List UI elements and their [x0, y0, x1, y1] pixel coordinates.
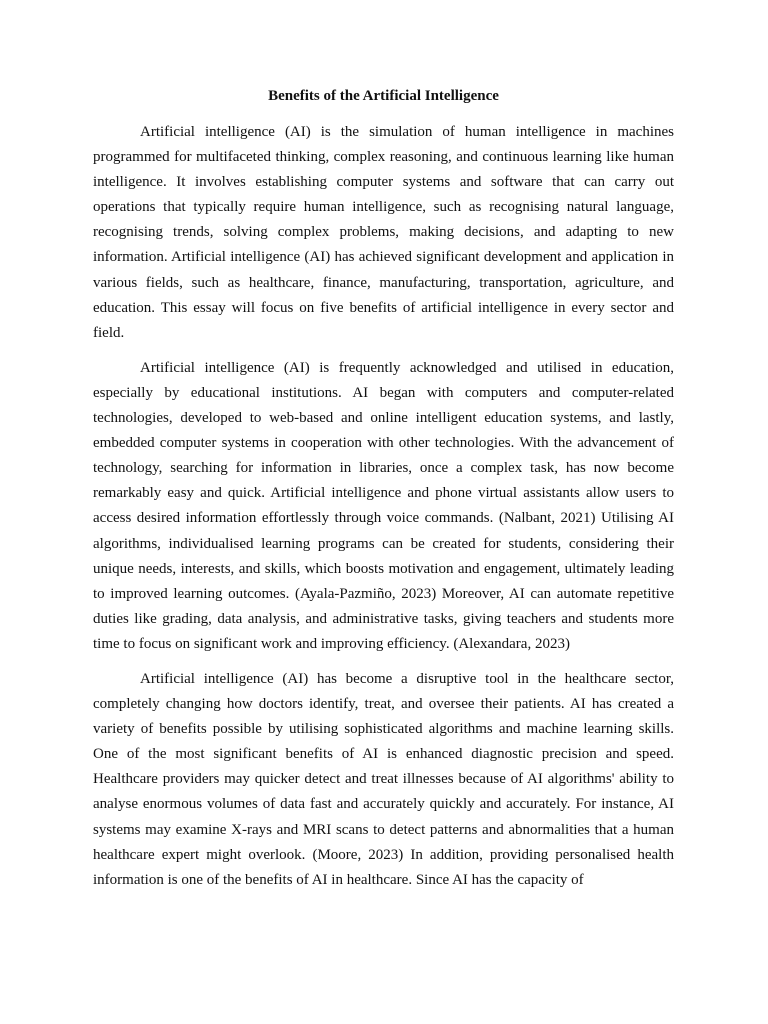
paragraph-healthcare: Artificial intelligence (AI) has become a disruptive tool in the healthcare sector, completely changing how doctors identify, treat, and oversee their patients. AI has created a variety of benefits possible by utilising sophisticated algorithms and machine learning skills. One of the most significant benefits of AI is enhanced diagnostic precision and speed. Healthcare providers may quicker detect and treat illnesses because of AI algorithms' ability to analyse enormous volumes of data fast and accurately quickly and accurately. For instance, AI systems may examine X-rays and MRI scans to detect patterns and abnormalities that a human healthcare expert might overlook. (Moore, 2023) In addition, providing personalised health information is one of the benefits of AI in healthcare. Since AI has the capacity of	[93, 670, 674, 888]
paragraph-introduction: Artificial intelligence (AI) is the simulation of human intelligence in machines programmed for multifaceted thinking, complex reasoning, and continuous learning like human intelligence. It involves establishing computer systems and software that can carry out operations that typically require human intelligence, such as recognising natural language, recognising trends, solving complex problems, making decisions, and adapting to new information. Artificial intelligence (AI) has achieved significant development and application in various fields, such as healthcare, finance, manufacturing, transportation, agriculture, and education. This essay will focus on five benefits of artificial intelligence in every sector and field.	[93, 124, 674, 341]
document-body	[93, 86, 674, 903]
paragraph-education: Artificial intelligence (AI) is frequently acknowledged and utilised in education, especially by educational institutions. AI began with computers and computer-related technologies, developed to web-based and online intelligent education systems, and lastly, embedded computer systems in cooperation with other technologies. With the advancement of technology, searching for information in libraries, once a complex task, has now become remarkably easy and quick. Artificial intelligence and phone virtual assistants allow users to access desired information effortlessly through voice commands. (Nalbant, 2021) Utilising AI algorithms, individualised learning programs can be created for students, considering their unique needs, interests, and skills, which boosts motivation and engagement, ultimately leading to improved learning outcomes. (Ayala-Pazmiño, 2023) Moreover, AI can automate repetitive duties like grading, data analysis, and administrative tasks, giving teachers and students more time to focus on significant work and improving efficiency. (Alexandara, 2023)	[93, 359, 674, 652]
document-title: Benefits of the Artificial Intelligence	[268, 88, 499, 104]
